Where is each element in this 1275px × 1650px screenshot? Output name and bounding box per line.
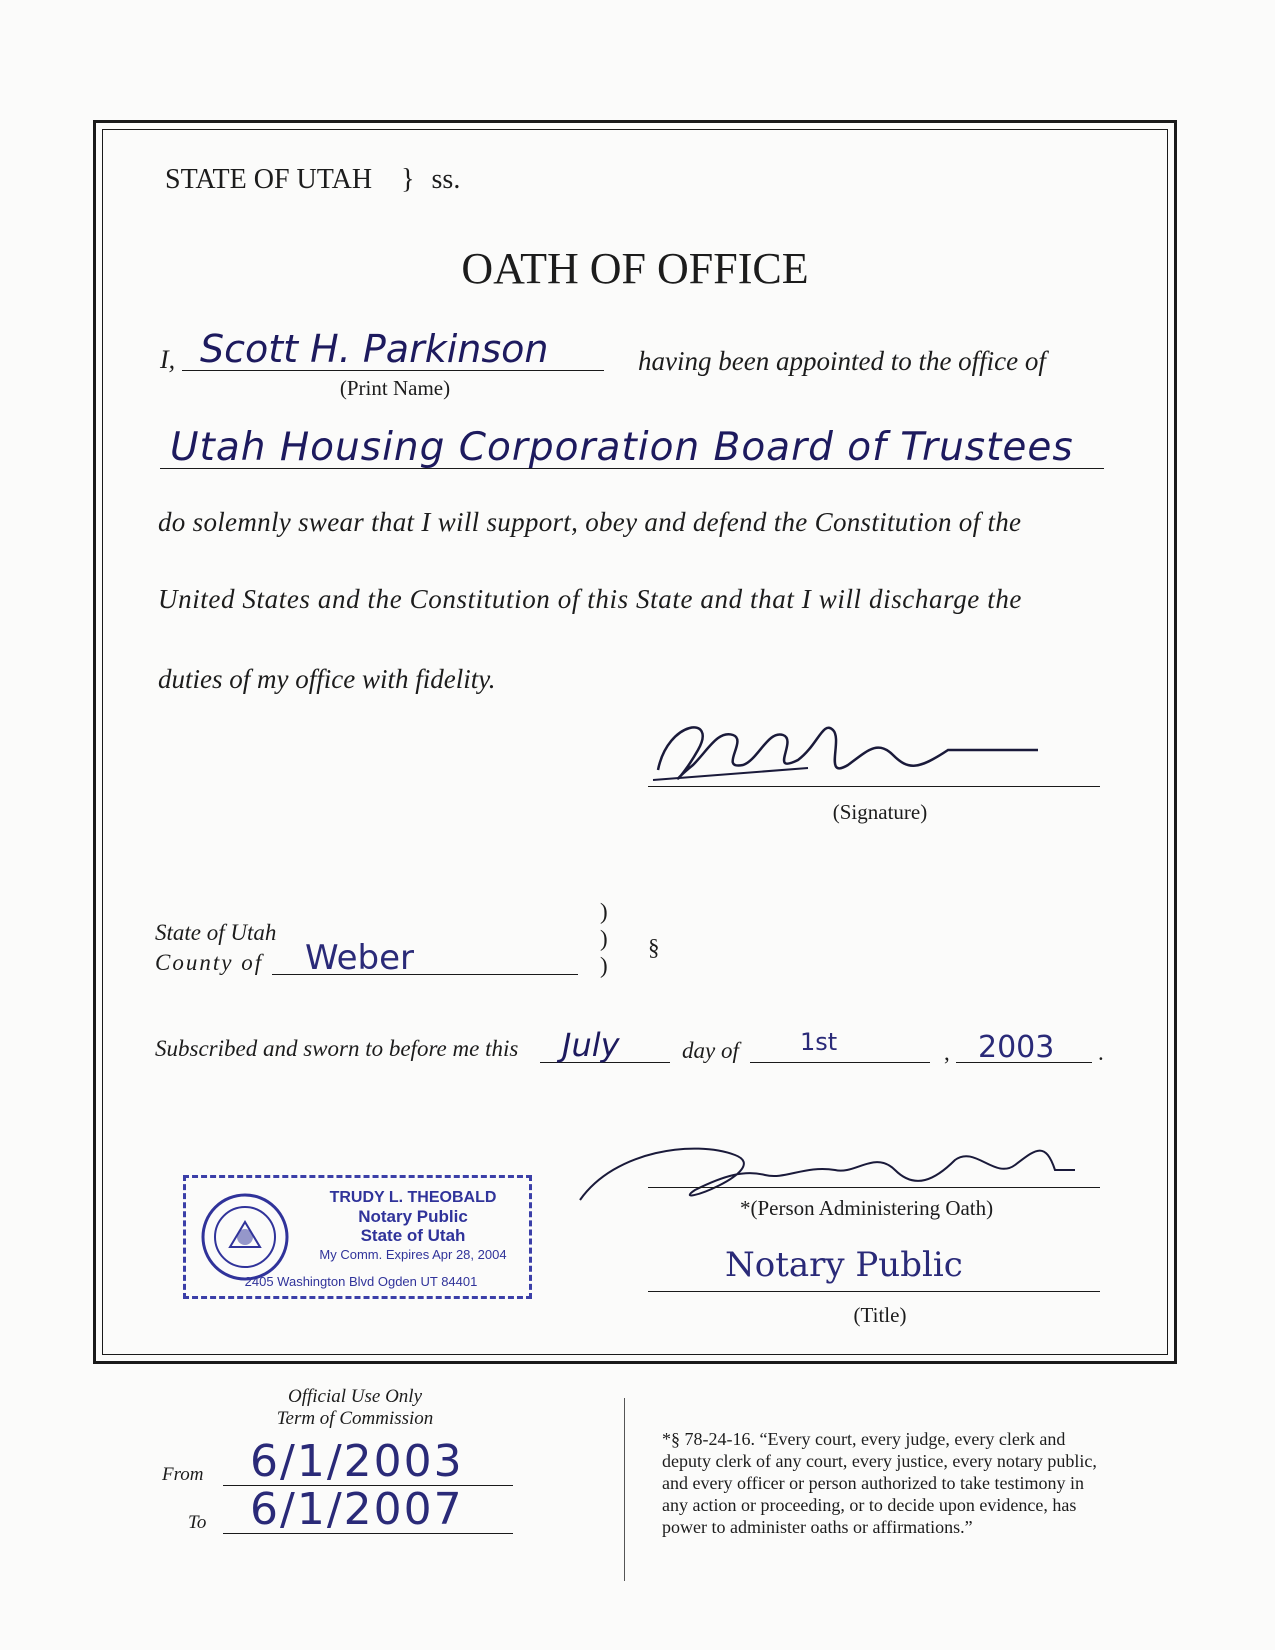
stamp-title: Notary Public (358, 1207, 468, 1226)
oath-line-3: duties of my office with fidelity. (158, 664, 496, 694)
footnote-line-4: any action or proceeding, or to decide upon evidence, has (662, 1495, 1077, 1515)
footnote-line-1: *§ 78-24-16. “Every court, every judge, every clerk and (662, 1429, 1066, 1449)
venue-parens (600, 898, 608, 979)
print-name-value: Scott H. Parkinson (200, 327, 549, 371)
page-title: OATH OF OFFICE (461, 244, 809, 293)
footnote-line-5: power to administer oaths or affirmations.” (662, 1517, 973, 1537)
oath-prefix: I, (160, 345, 176, 374)
subscribed-day: 1st (800, 1028, 838, 1056)
section-symbol: § (648, 935, 660, 960)
signature-line (648, 786, 1100, 787)
ss-label: ss. (431, 164, 461, 195)
stamp-address: 2405 Washington Blvd Ogden UT 84401 (244, 1274, 478, 1289)
oath-line-2: United States and the Constitution of this State and that I will discharge the (158, 584, 1023, 614)
subscribed-month: July (562, 1026, 620, 1064)
official-use-subheading: Term of Commission (276, 1408, 434, 1429)
notary-caption: *(Person Administering Oath) (740, 1196, 994, 1220)
subscribed-year: 2003 (978, 1030, 1055, 1065)
appointed-text: having been appointed to the office of (638, 346, 1046, 376)
official-use-heading: Official Use Only (287, 1386, 423, 1407)
day-of-label: day of (682, 1038, 739, 1063)
paren-1: ) (600, 899, 608, 924)
subscribed-text: Subscribed and sworn to before me this (155, 1036, 519, 1061)
to-label: To (188, 1512, 207, 1533)
footnote-line-2: deputy clerk of any court, every justice, every notary public, (662, 1451, 1097, 1471)
footnote-line-3: and every officer or person authorized to take testimony in (662, 1473, 1085, 1493)
from-value: 6/1/2003 (250, 1436, 464, 1487)
oath-line-1: do solemnly swear that I will support, obey and defend the Constitution of the (158, 507, 1022, 537)
venue-state-label: State of Utah (155, 920, 277, 945)
title-line (648, 1291, 1100, 1292)
signature-caption: (Signature) (832, 800, 928, 824)
state-seal-icon (200, 1192, 290, 1282)
notary-title-value: Notary Public (725, 1245, 963, 1285)
to-value: 6/1/2007 (250, 1484, 464, 1535)
stamp-expiry: My Comm. Expires Apr 28, 2004 (319, 1247, 507, 1262)
signature-scribble (648, 710, 1048, 790)
venue-county-label: County of (155, 950, 264, 975)
office-value: Utah Housing Corporation Board of Trustees (170, 425, 1074, 470)
footer-divider (624, 1398, 625, 1581)
subscribed-comma: , (944, 1040, 950, 1065)
subscribed-period: . (1098, 1040, 1104, 1065)
title-caption: (Title) (853, 1303, 907, 1327)
paren-3: ) (600, 953, 608, 978)
county-value: Weber (305, 938, 415, 978)
stamp-state: State of Utah (360, 1226, 466, 1245)
print-name-caption: (Print Name) (339, 376, 451, 400)
venue-header (165, 164, 460, 196)
paren-2: ) (600, 926, 608, 951)
notary-signature-line (648, 1187, 1100, 1188)
subscribed-blank-2 (750, 1062, 930, 1063)
brace: } (401, 164, 415, 195)
stamp-text (298, 1188, 528, 1264)
from-label: From (162, 1464, 204, 1485)
stamp-name: TRUDY L. THEOBALD (329, 1189, 497, 1206)
statute-footnote (662, 1428, 1097, 1538)
notary-stamp (183, 1175, 532, 1299)
state-heading: STATE OF UTAH (165, 164, 373, 195)
